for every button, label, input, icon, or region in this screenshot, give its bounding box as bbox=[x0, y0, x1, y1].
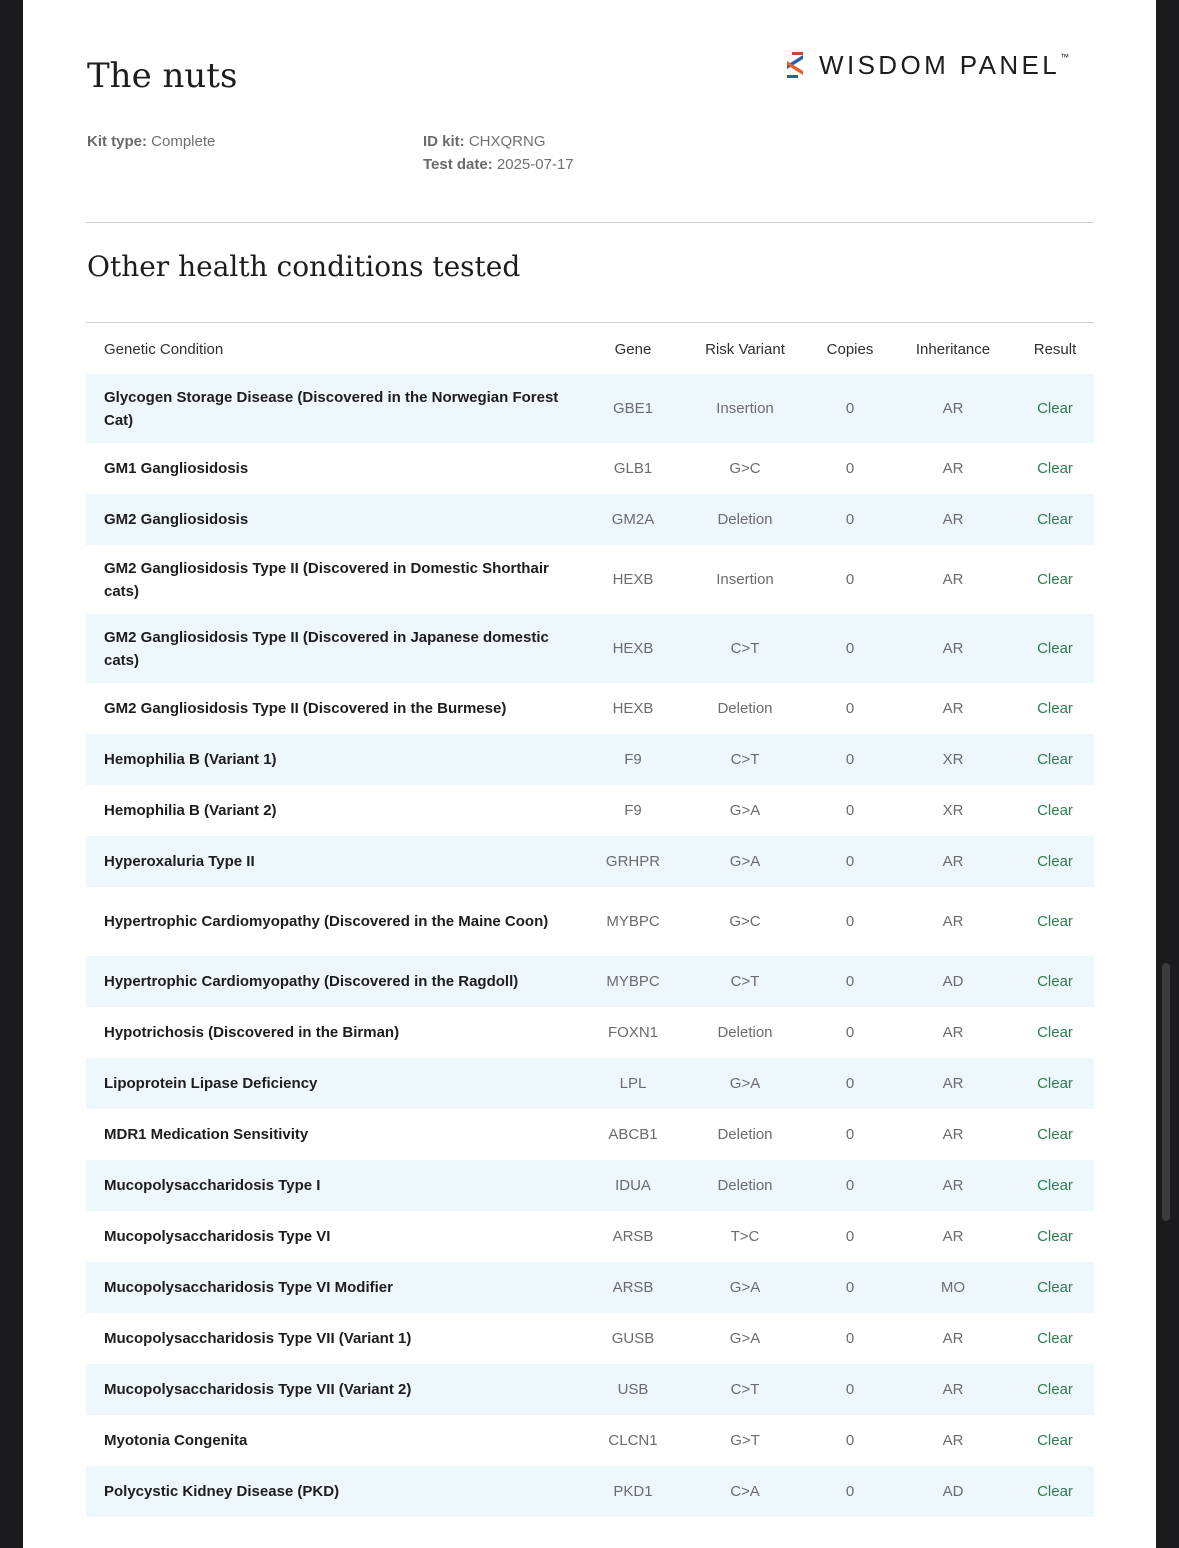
result-status: Clear bbox=[1016, 374, 1094, 443]
report-page bbox=[23, 0, 1156, 1548]
gene: HEXB bbox=[612, 700, 654, 717]
table-row bbox=[86, 1262, 1094, 1313]
gene: MYBPC bbox=[606, 913, 660, 930]
result-status: Clear bbox=[1037, 913, 1073, 930]
gene: F9 bbox=[624, 802, 642, 819]
inheritance: AD bbox=[890, 956, 1016, 1007]
risk-variant: G>A bbox=[729, 1330, 761, 1347]
copies: 0 bbox=[845, 802, 855, 819]
copies: 0 bbox=[810, 1364, 890, 1415]
pet-name-title: The nuts bbox=[87, 56, 238, 96]
condition-name: Mucopolysaccharidosis Type VI bbox=[104, 1228, 331, 1245]
copies: 0 bbox=[845, 913, 855, 930]
copies: 0 bbox=[810, 836, 890, 887]
condition-name: Mucopolysaccharidosis Type VII (Variant 1) bbox=[104, 1330, 412, 1347]
trademark-symbol: ™ bbox=[1060, 51, 1070, 62]
risk-variant: C>T bbox=[680, 734, 810, 785]
copies: 0 bbox=[810, 1160, 890, 1211]
result-status: Clear bbox=[1037, 460, 1073, 477]
result-status: Clear bbox=[1016, 1466, 1094, 1517]
brand-name: WISDOM PANEL™ bbox=[819, 49, 1070, 80]
condition-name: GM2 Gangliosidosis Type II (Discovered in Domestic Shorthair cats) bbox=[104, 559, 549, 600]
table-row bbox=[86, 1109, 1094, 1160]
risk-variant: C>A bbox=[680, 1466, 810, 1517]
result-status: Clear bbox=[1037, 700, 1073, 717]
inheritance: AR bbox=[890, 494, 1016, 545]
table-row bbox=[86, 374, 1094, 443]
copies: 0 bbox=[845, 571, 855, 588]
gene: GUSB bbox=[611, 1330, 655, 1347]
inheritance: AR bbox=[942, 460, 964, 477]
table-row bbox=[86, 1160, 1094, 1211]
wisdom-panel-logo-icon bbox=[783, 50, 807, 80]
wisdom-panel-logo bbox=[783, 48, 1069, 82]
result-status: Clear bbox=[1016, 956, 1094, 1007]
inheritance: AR bbox=[890, 614, 1016, 683]
risk-variant: G>C bbox=[729, 913, 761, 930]
section-divider bbox=[86, 322, 1094, 323]
inheritance: AR bbox=[942, 1432, 964, 1449]
risk-variant: G>T bbox=[730, 1432, 760, 1449]
inheritance: AR bbox=[942, 571, 964, 588]
table-row bbox=[86, 614, 1094, 683]
risk-variant: C>T bbox=[680, 956, 810, 1007]
kit-details bbox=[423, 130, 574, 176]
gene: LPL bbox=[586, 1058, 680, 1109]
result-status: Clear bbox=[1016, 1262, 1094, 1313]
result-status: Clear bbox=[1037, 1126, 1073, 1143]
result-status: Clear bbox=[1016, 614, 1094, 683]
table-row bbox=[86, 1007, 1094, 1058]
inheritance: AR bbox=[890, 1058, 1016, 1109]
copies: 0 bbox=[845, 1330, 855, 1347]
condition-name: Hemophilia B (Variant 1) bbox=[86, 734, 586, 785]
table-row bbox=[86, 683, 1094, 734]
kit-type bbox=[87, 130, 215, 153]
condition-name: Hypotrichosis (Discovered in the Birman) bbox=[104, 1024, 400, 1041]
condition-name: Myotonia Congenita bbox=[104, 1432, 248, 1449]
gene: ARSB bbox=[586, 1262, 680, 1313]
condition-name: Polycystic Kidney Disease (PKD) bbox=[86, 1466, 586, 1517]
table-row bbox=[86, 494, 1094, 545]
result-status: Clear bbox=[1016, 836, 1094, 887]
inheritance: AR bbox=[890, 1160, 1016, 1211]
risk-variant: Deletion bbox=[717, 700, 773, 717]
condition-name: Mucopolysaccharidosis Type VII (Variant 2) bbox=[86, 1364, 586, 1415]
inheritance: AR bbox=[942, 700, 964, 717]
condition-name: MDR1 Medication Sensitivity bbox=[104, 1126, 309, 1143]
risk-variant: Deletion bbox=[717, 1024, 773, 1041]
gene: GLB1 bbox=[613, 460, 653, 477]
inheritance: AR bbox=[942, 1228, 964, 1245]
condition-name: Mucopolysaccharidosis Type VI Modifier bbox=[86, 1262, 586, 1313]
column-header-gene: Gene bbox=[614, 340, 652, 358]
column-header-condition: Genetic Condition bbox=[104, 340, 224, 358]
gene: ARSB bbox=[612, 1228, 654, 1245]
table-row bbox=[86, 1415, 1094, 1466]
gene: HEXB bbox=[612, 571, 654, 588]
gene: USB bbox=[586, 1364, 680, 1415]
table-row bbox=[86, 956, 1094, 1007]
health-conditions-table bbox=[86, 324, 1094, 1517]
risk-variant: G>A bbox=[680, 836, 810, 887]
gene: PKD1 bbox=[586, 1466, 680, 1517]
condition-name: Mucopolysaccharidosis Type I bbox=[86, 1160, 586, 1211]
inheritance: AD bbox=[890, 1466, 1016, 1517]
copies: 0 bbox=[810, 494, 890, 545]
condition-name: Glycogen Storage Disease (Discovered in the Norwegian Forest Cat) bbox=[86, 374, 586, 443]
inheritance: XR bbox=[890, 734, 1016, 785]
copies: 0 bbox=[810, 1262, 890, 1313]
inheritance: AR bbox=[942, 1330, 964, 1347]
condition-name: GM2 Gangliosidosis Type II (Discovered in the Burmese) bbox=[104, 700, 507, 717]
risk-variant: Deletion bbox=[680, 1160, 810, 1211]
condition-name: GM2 Gangliosidosis Type II (Discovered in Japanese domestic cats) bbox=[86, 614, 586, 683]
inheritance: AR bbox=[942, 1024, 964, 1041]
header-divider bbox=[86, 222, 1094, 223]
test-date-value: 2025-07-17 bbox=[496, 156, 574, 173]
copies: 0 bbox=[845, 1432, 855, 1449]
risk-variant: Insertion bbox=[680, 374, 810, 443]
copies: 0 bbox=[810, 956, 890, 1007]
table-row bbox=[86, 1313, 1094, 1364]
column-header-result: Result bbox=[1033, 340, 1077, 358]
result-status: Clear bbox=[1037, 1024, 1073, 1041]
risk-variant: C>T bbox=[680, 614, 810, 683]
risk-variant: Insertion bbox=[716, 571, 774, 588]
result-status: Clear bbox=[1016, 1058, 1094, 1109]
table-row bbox=[86, 443, 1094, 494]
gene: GRHPR bbox=[586, 836, 680, 887]
result-status: Clear bbox=[1037, 1228, 1073, 1245]
table-row bbox=[86, 1211, 1094, 1262]
copies: 0 bbox=[810, 734, 890, 785]
result-status: Clear bbox=[1016, 1160, 1094, 1211]
copies: 0 bbox=[845, 1126, 855, 1143]
table-row bbox=[86, 1058, 1094, 1109]
gene: F9 bbox=[586, 734, 680, 785]
risk-variant: T>C bbox=[730, 1228, 760, 1245]
column-header-inheritance: Inheritance bbox=[915, 340, 991, 358]
table-row bbox=[86, 836, 1094, 887]
risk-variant: Deletion bbox=[680, 494, 810, 545]
table-header-row bbox=[86, 324, 1094, 374]
inheritance: AR bbox=[942, 913, 964, 930]
test-date bbox=[423, 153, 574, 176]
result-status: Clear bbox=[1037, 802, 1073, 819]
condition-name: Hyperoxaluria Type II bbox=[86, 836, 586, 887]
copies: 0 bbox=[810, 614, 890, 683]
id-kit bbox=[423, 130, 574, 153]
kit-type-label: Kit type: bbox=[87, 133, 147, 150]
risk-variant: G>A bbox=[680, 1262, 810, 1313]
copies: 0 bbox=[845, 1228, 855, 1245]
gene: MYBPC bbox=[586, 956, 680, 1007]
condition-name: GM1 Gangliosidosis bbox=[104, 460, 249, 477]
copies: 0 bbox=[810, 1058, 890, 1109]
id-kit-label: ID kit: bbox=[423, 133, 465, 150]
inheritance: AR bbox=[890, 1364, 1016, 1415]
result-status: Clear bbox=[1037, 1432, 1073, 1449]
inheritance: AR bbox=[890, 374, 1016, 443]
table-row bbox=[86, 734, 1094, 785]
inheritance: AR bbox=[942, 1126, 964, 1143]
gene: CLCN1 bbox=[608, 1432, 658, 1449]
risk-variant: C>T bbox=[680, 1364, 810, 1415]
result-status: Clear bbox=[1016, 494, 1094, 545]
risk-variant: G>C bbox=[729, 460, 761, 477]
table-row bbox=[86, 887, 1094, 956]
scrollbar-thumb[interactable] bbox=[1162, 963, 1170, 1221]
column-header-risk-variant: Risk Variant bbox=[705, 340, 785, 358]
condition-name: Hypertrophic Cardiomyopathy (Discovered in the Ragdoll) bbox=[86, 956, 586, 1007]
table-row bbox=[86, 1466, 1094, 1517]
condition-name: Lipoprotein Lipase Deficiency bbox=[86, 1058, 586, 1109]
gene: IDUA bbox=[586, 1160, 680, 1211]
copies: 0 bbox=[845, 1024, 855, 1041]
table-row bbox=[86, 785, 1094, 836]
result-status: Clear bbox=[1016, 734, 1094, 785]
gene: GM2A bbox=[586, 494, 680, 545]
kit-type-value: Complete bbox=[151, 133, 216, 150]
gene: ABCB1 bbox=[608, 1126, 658, 1143]
table-row bbox=[86, 545, 1094, 614]
copies: 0 bbox=[810, 374, 890, 443]
risk-variant: G>A bbox=[680, 1058, 810, 1109]
gene: HEXB bbox=[586, 614, 680, 683]
column-header-copies: Copies bbox=[826, 340, 874, 358]
result-status: Clear bbox=[1016, 1364, 1094, 1415]
inheritance: AR bbox=[890, 836, 1016, 887]
inheritance: MO bbox=[890, 1262, 1016, 1313]
condition-name: GM2 Gangliosidosis bbox=[86, 494, 586, 545]
gene: FOXN1 bbox=[607, 1024, 658, 1041]
gene: GBE1 bbox=[586, 374, 680, 443]
copies: 0 bbox=[810, 1466, 890, 1517]
test-date-label: Test date: bbox=[423, 156, 493, 173]
table-row bbox=[86, 1364, 1094, 1415]
table-body bbox=[86, 374, 1094, 1517]
condition-name: Hemophilia B (Variant 2) bbox=[104, 802, 277, 819]
section-title: Other health conditions tested bbox=[87, 250, 521, 283]
copies: 0 bbox=[845, 460, 855, 477]
id-kit-value: CHXQRNG bbox=[468, 133, 546, 150]
risk-variant: G>A bbox=[729, 802, 761, 819]
condition-name: Hypertrophic Cardiomyopathy (Discovered in the Maine Coon) bbox=[104, 913, 549, 930]
copies: 0 bbox=[845, 700, 855, 717]
result-status: Clear bbox=[1037, 571, 1073, 588]
risk-variant: Deletion bbox=[717, 1126, 773, 1143]
inheritance: XR bbox=[942, 802, 964, 819]
result-status: Clear bbox=[1037, 1330, 1073, 1347]
